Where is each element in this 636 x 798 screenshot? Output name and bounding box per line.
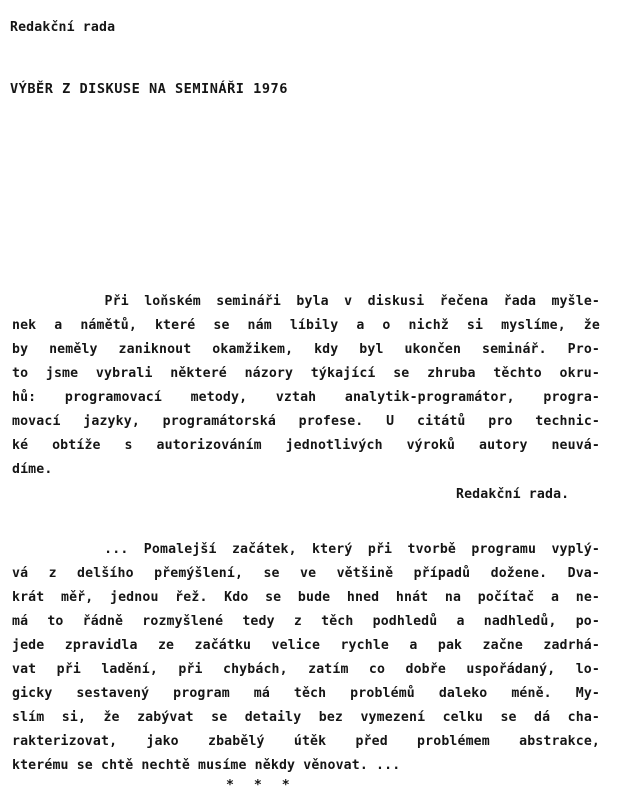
quote-line: vat při ladění, při chybách, zatím co dobře uspořádaný, lo- [12,662,600,677]
article-title: VÝBĚR Z DISKUSE NA SEMINÁŘI 1976 [10,81,288,97]
quote-line: gicky sestavený program má těch problémů daleko méně. My- [12,686,600,701]
quote-line: kterému se chtě nechtě musíme někdy věnovat. ... [12,758,401,773]
quote-line: má to řádně rozmyšlené tedy z těch podhledů a nadhledů, po- [12,614,600,629]
intro-line: by neměly zaniknout okamžikem, kdy byl ukončen seminář. Pro- [12,342,600,357]
intro-line: díme. [12,462,53,477]
quote-line: rakterizovat, jako zbabělý útěk před problémem abstrakce, [12,734,600,749]
section-separator: * * * [226,778,296,793]
intro-line: ké obtíže s autorizováním jednotlivých výroků autory neuvá- [12,438,600,453]
quote-line: ... Pomalejší začátek, který při tvorbě programu vyplý- [12,542,600,557]
quote-line: jede zpravidla ze začátku velice rychle a pak začne zadrhá- [12,638,600,653]
quote-line: krát měř, jednou řež. Kdo se bude hned hnát na počítač a ne- [12,590,600,605]
intro-line: to jsme vybrali některé názory týkající se zhruba těchto okru- [12,366,600,381]
signature: Redakční rada. [456,487,570,502]
intro-line: hů: programovací metody, vztah analytik-programátor, progra- [12,390,600,405]
section-label: Redakční rada [10,20,116,35]
intro-line: movací jazyky, programátorská profese. U citátů pro technic- [12,414,600,429]
quote-line: vá z delšího přemýšlení, se ve většině případů dožene. Dva- [12,566,600,581]
intro-line: nek a námětů, které se nám líbily a o nichž si myslíme, že [12,318,600,333]
quote-line: slím si, že zabývat se detaily bez vymezení celku se dá cha- [12,710,600,725]
intro-line: Při loňském semináři byla v diskusi řečena řada myšle- [12,294,600,309]
